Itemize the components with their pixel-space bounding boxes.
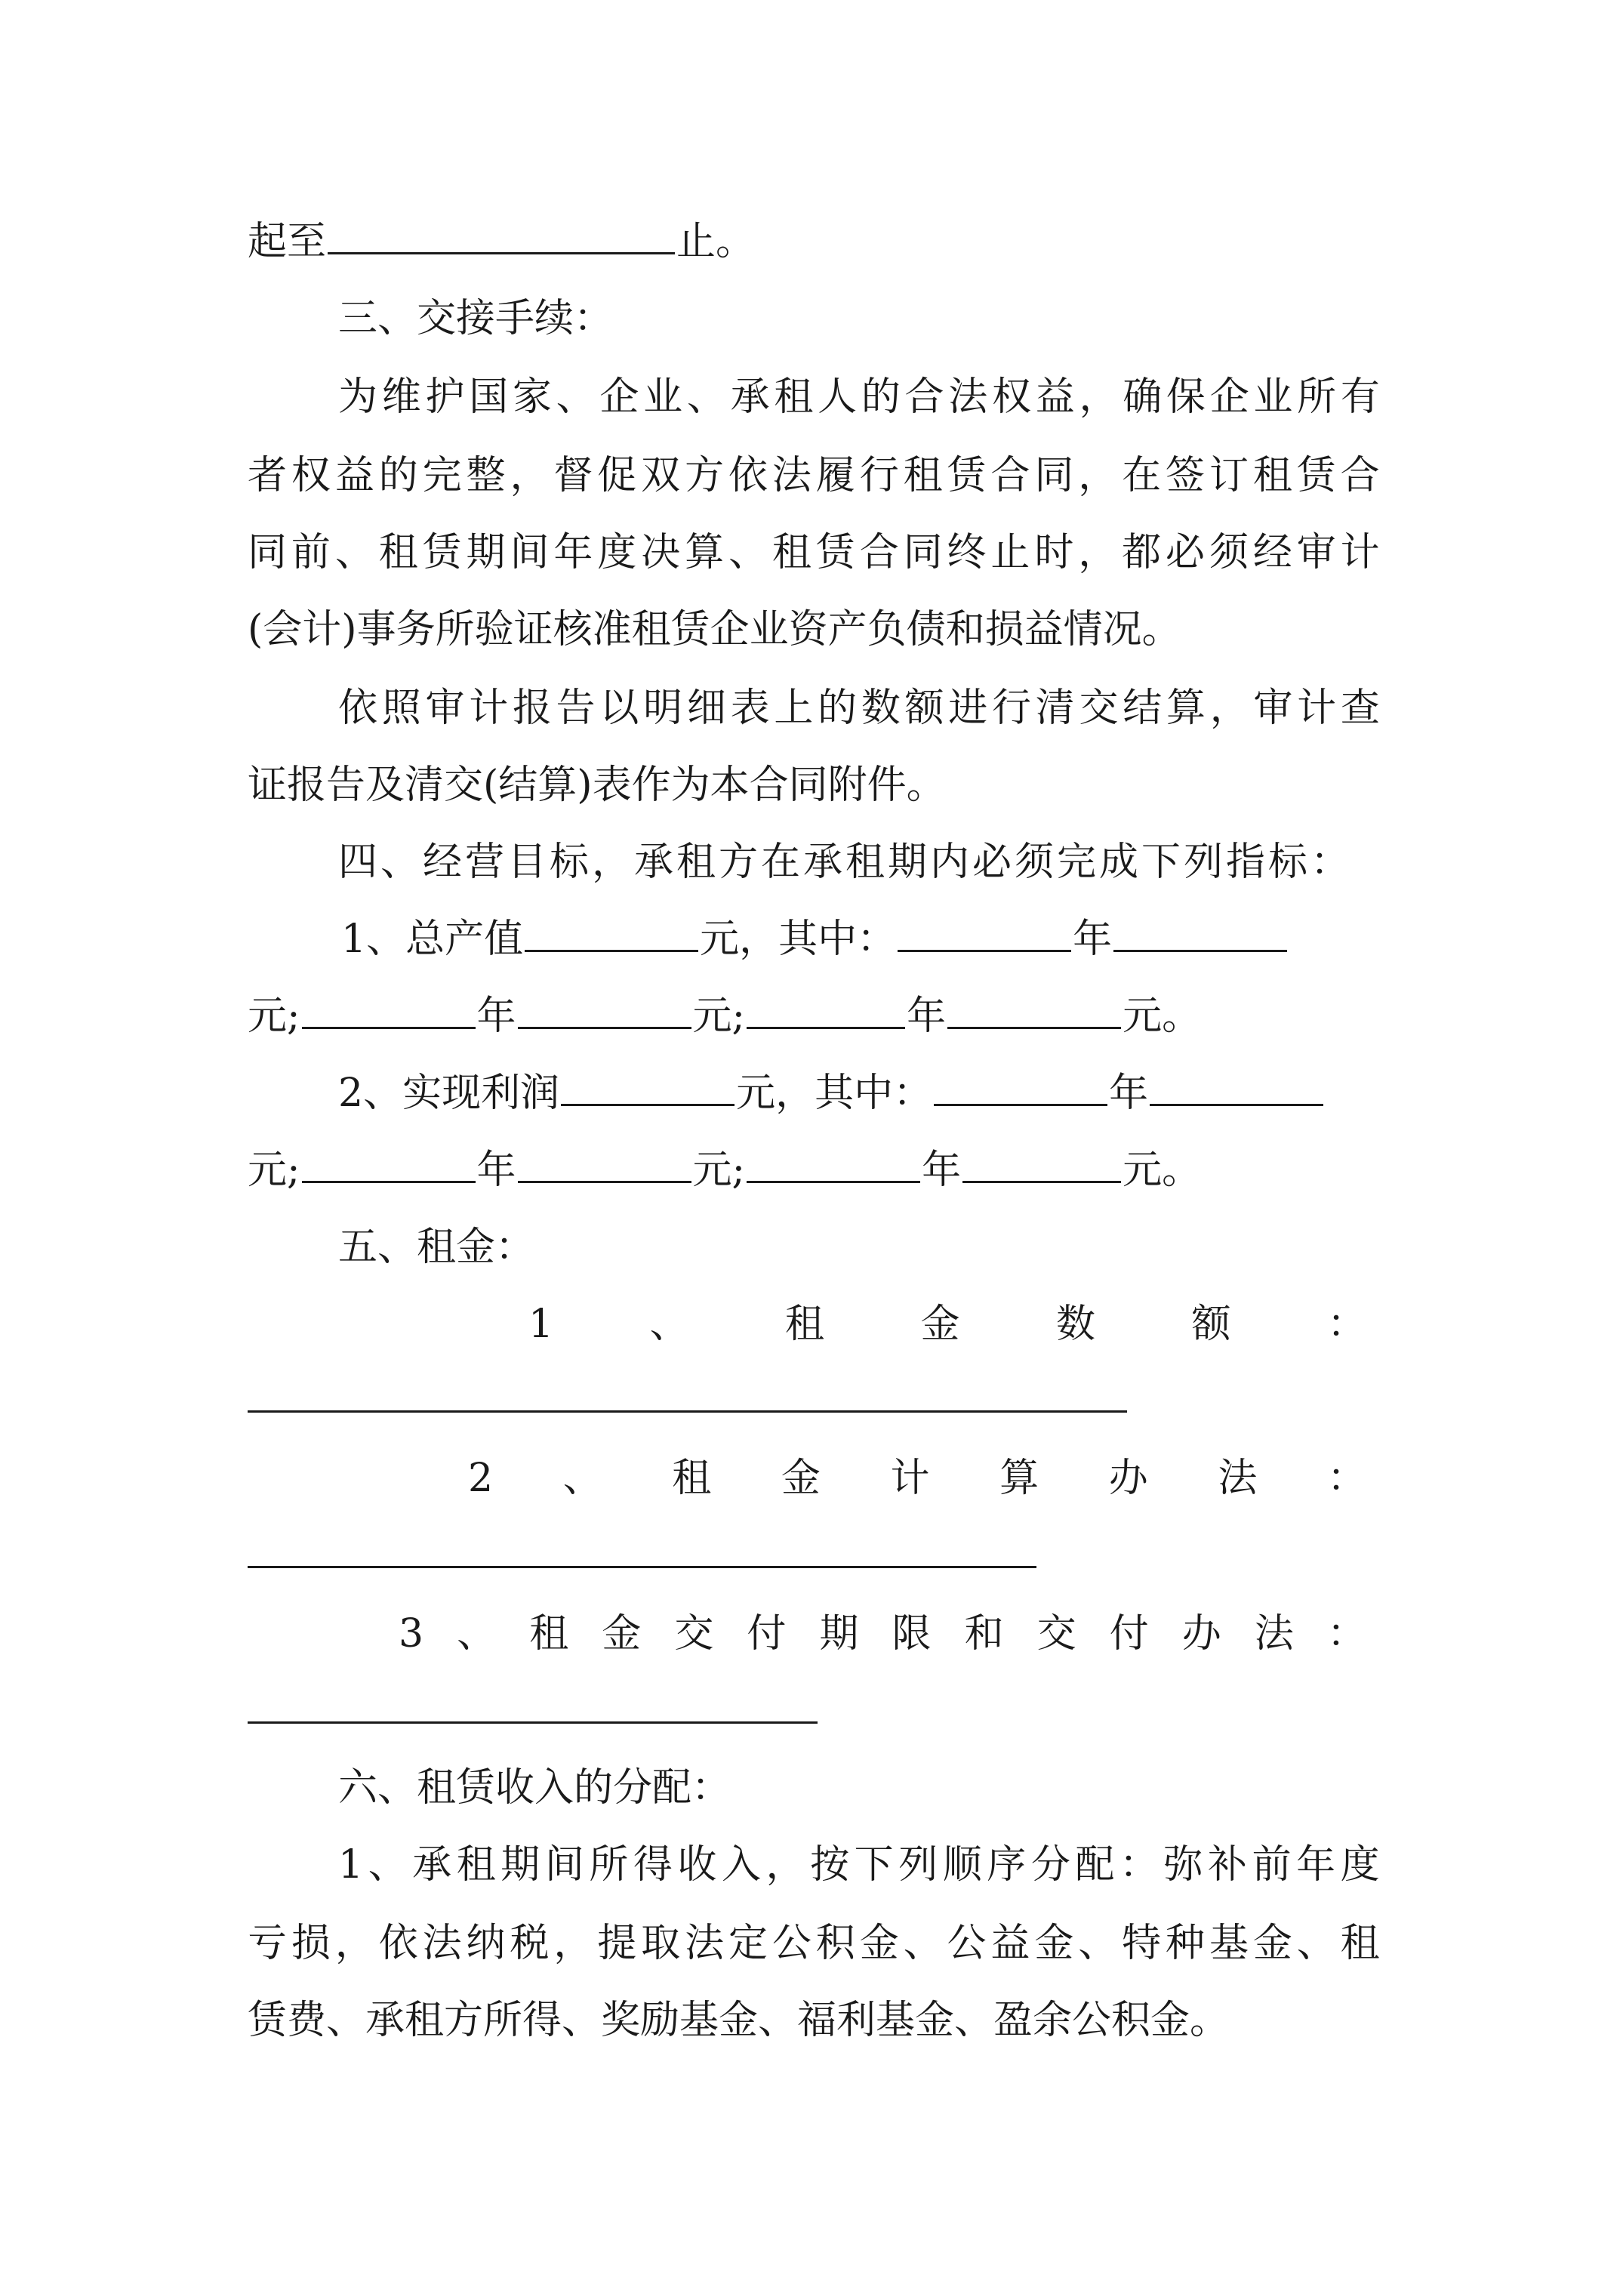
- period-line: [248, 214, 1380, 269]
- profit-amount-1-blank[interactable]: [1150, 1069, 1323, 1106]
- item-5-2-line: [468, 1451, 1366, 1505]
- section-3-para2-line-2: 证报告及清交(结算)表作为本合同附件。: [248, 763, 946, 808]
- section-6-para-line-3: 赁费、承租方所得、奖励基金、福利基金、盈余公积金。: [248, 1998, 1230, 2043]
- item-5-3-char: 付: [747, 1611, 787, 1657]
- total-output-blank[interactable]: [525, 915, 698, 952]
- section-4-heading: 四、经营目标，承租方在承租期内必须完成下列指标：: [338, 840, 1354, 885]
- item-5-3-char: 和: [964, 1611, 1004, 1657]
- year-label: 年: [476, 1148, 516, 1193]
- section-3-para2-line-1: 依 照 审 计 报 告 以 明 细 表 上 的 数 额 进 行 清 交 结 算 ， 审 计 查: [338, 686, 1380, 731]
- section-6-para-line-1: 1 、 承 租 期 间 所 得 收 入 ， 按 下 列 顺 序 分 配 ： 弥 补 前 年 度: [338, 1842, 1380, 1888]
- item-4-1-line-1: [341, 912, 1380, 966]
- item-5-3-line: [399, 1607, 1366, 1661]
- item-5-1-char: ：: [1326, 1302, 1366, 1347]
- rent-amount-blank[interactable]: [248, 1410, 1127, 1413]
- period-end-text: 止。: [676, 219, 756, 264]
- yuan-semicolon: 元;: [248, 1148, 300, 1193]
- rent-calculation-blank[interactable]: [248, 1566, 1036, 1568]
- profit-year-2-blank[interactable]: [302, 1146, 476, 1183]
- item-5-1-char: 金: [920, 1302, 960, 1347]
- year-label: 年: [907, 994, 947, 1039]
- yuan-semicolon: 元;: [692, 1148, 746, 1193]
- item-5-1-char: 、: [649, 1302, 689, 1347]
- profit-unit: 元，其中：: [736, 1071, 933, 1116]
- section-6-heading: 六、租赁收入的分配：: [338, 1765, 731, 1811]
- item-5-3-char: 3: [399, 1611, 424, 1657]
- item-4-1-line-2: [248, 989, 1380, 1043]
- year-label: 年: [1109, 1071, 1149, 1116]
- yuan-period: 元。: [1123, 994, 1202, 1039]
- section-3-heading: 三、交接手续：: [338, 296, 614, 341]
- item-5-3-char: 金: [602, 1611, 642, 1657]
- item-5-2-char: 金: [781, 1456, 821, 1501]
- item-5-3-char: 租: [529, 1611, 569, 1657]
- item-4-2-line-2: [248, 1143, 1380, 1197]
- profit-amount-2-blank[interactable]: [518, 1146, 691, 1183]
- period-start-text: 起至: [248, 219, 327, 264]
- period-end-blank[interactable]: [328, 217, 675, 254]
- section-5-heading: 五、租金：: [338, 1225, 535, 1270]
- section-3-para-line-3: 同 前 、 租 赁 期 间 年 度 决 算 、 租 赁 合 同 终 止 时 ， 都 必 须 经 审 计: [248, 530, 1380, 575]
- yuan-semicolon: 元;: [692, 994, 746, 1039]
- item-5-2-char: 、: [562, 1456, 602, 1501]
- item-5-1-char: 租: [785, 1302, 825, 1347]
- total-output-amount-1-blank[interactable]: [1113, 915, 1287, 952]
- rent-payment-blank[interactable]: [248, 1721, 818, 1724]
- item-5-2-char: ：: [1326, 1456, 1366, 1501]
- yuan-semicolon: 元;: [248, 994, 300, 1039]
- profit-amount-3-blank[interactable]: [962, 1146, 1121, 1183]
- item-5-3-char: 办: [1181, 1611, 1221, 1657]
- item-5-2-char: 计: [890, 1456, 930, 1501]
- total-output-year-1-blank[interactable]: [898, 915, 1071, 952]
- item-5-1-char: 数: [1056, 1302, 1096, 1347]
- item-4-2-line-1: [338, 1066, 1380, 1120]
- total-output-year-2-blank[interactable]: [302, 992, 476, 1029]
- item-5-3-char: 付: [1109, 1611, 1149, 1657]
- total-output-label: 1、总产值: [341, 917, 524, 962]
- item-5-2-char: 法: [1218, 1456, 1258, 1501]
- section-3-para-line-4: (会计)事务所验证核准租赁企业资产负债和损益情况。: [248, 607, 1181, 652]
- item-5-3-char: 法: [1254, 1611, 1294, 1657]
- total-output-amount-3-blank[interactable]: [947, 992, 1121, 1029]
- item-5-1-char: 额: [1191, 1302, 1231, 1347]
- item-5-3-char: 限: [892, 1611, 932, 1657]
- item-5-3-char: ：: [1326, 1611, 1366, 1657]
- section-6-para-line-2: 亏 损 ， 依 法 纳 税 ， 提 取 法 定 公 积 金 、 公 益 金 、 特 种 基 金 、 租: [248, 1921, 1380, 1966]
- profit-blank[interactable]: [561, 1069, 735, 1106]
- item-5-3-char: 、: [457, 1611, 497, 1657]
- total-output-amount-2-blank[interactable]: [518, 992, 691, 1029]
- profit-label: 2、实现利润: [338, 1071, 560, 1116]
- section-3-para-line-1: 为 维 护 国 家 、 企 业 、 承 租 人 的 合 法 权 益 ， 确 保 企 业 所 有: [338, 374, 1380, 420]
- item-5-2-char: 租: [672, 1456, 712, 1501]
- profit-year-1-blank[interactable]: [934, 1069, 1107, 1106]
- year-label: 年: [922, 1148, 962, 1193]
- year-label: 年: [1073, 917, 1113, 962]
- item-5-2-char: 算: [999, 1456, 1039, 1501]
- item-5-2-char: 2: [468, 1456, 494, 1501]
- item-5-3-char: 交: [674, 1611, 714, 1657]
- total-output-unit: 元，其中：: [700, 917, 897, 962]
- profit-year-3-blank[interactable]: [747, 1146, 920, 1183]
- item-5-3-char: 交: [1036, 1611, 1076, 1657]
- section-3-para-line-2: 者 权 益 的 完 整 ， 督 促 双 方 依 法 履 行 租 赁 合 同 ， 在 签 订 租 赁 合: [248, 453, 1380, 498]
- item-5-3-char: 期: [819, 1611, 859, 1657]
- item-5-1-char: 1: [528, 1302, 554, 1347]
- item-5-2-char: 办: [1108, 1456, 1148, 1501]
- yuan-period: 元。: [1123, 1148, 1202, 1193]
- total-output-year-3-blank[interactable]: [747, 992, 905, 1029]
- year-label: 年: [476, 994, 516, 1039]
- item-5-1-line: [528, 1297, 1366, 1351]
